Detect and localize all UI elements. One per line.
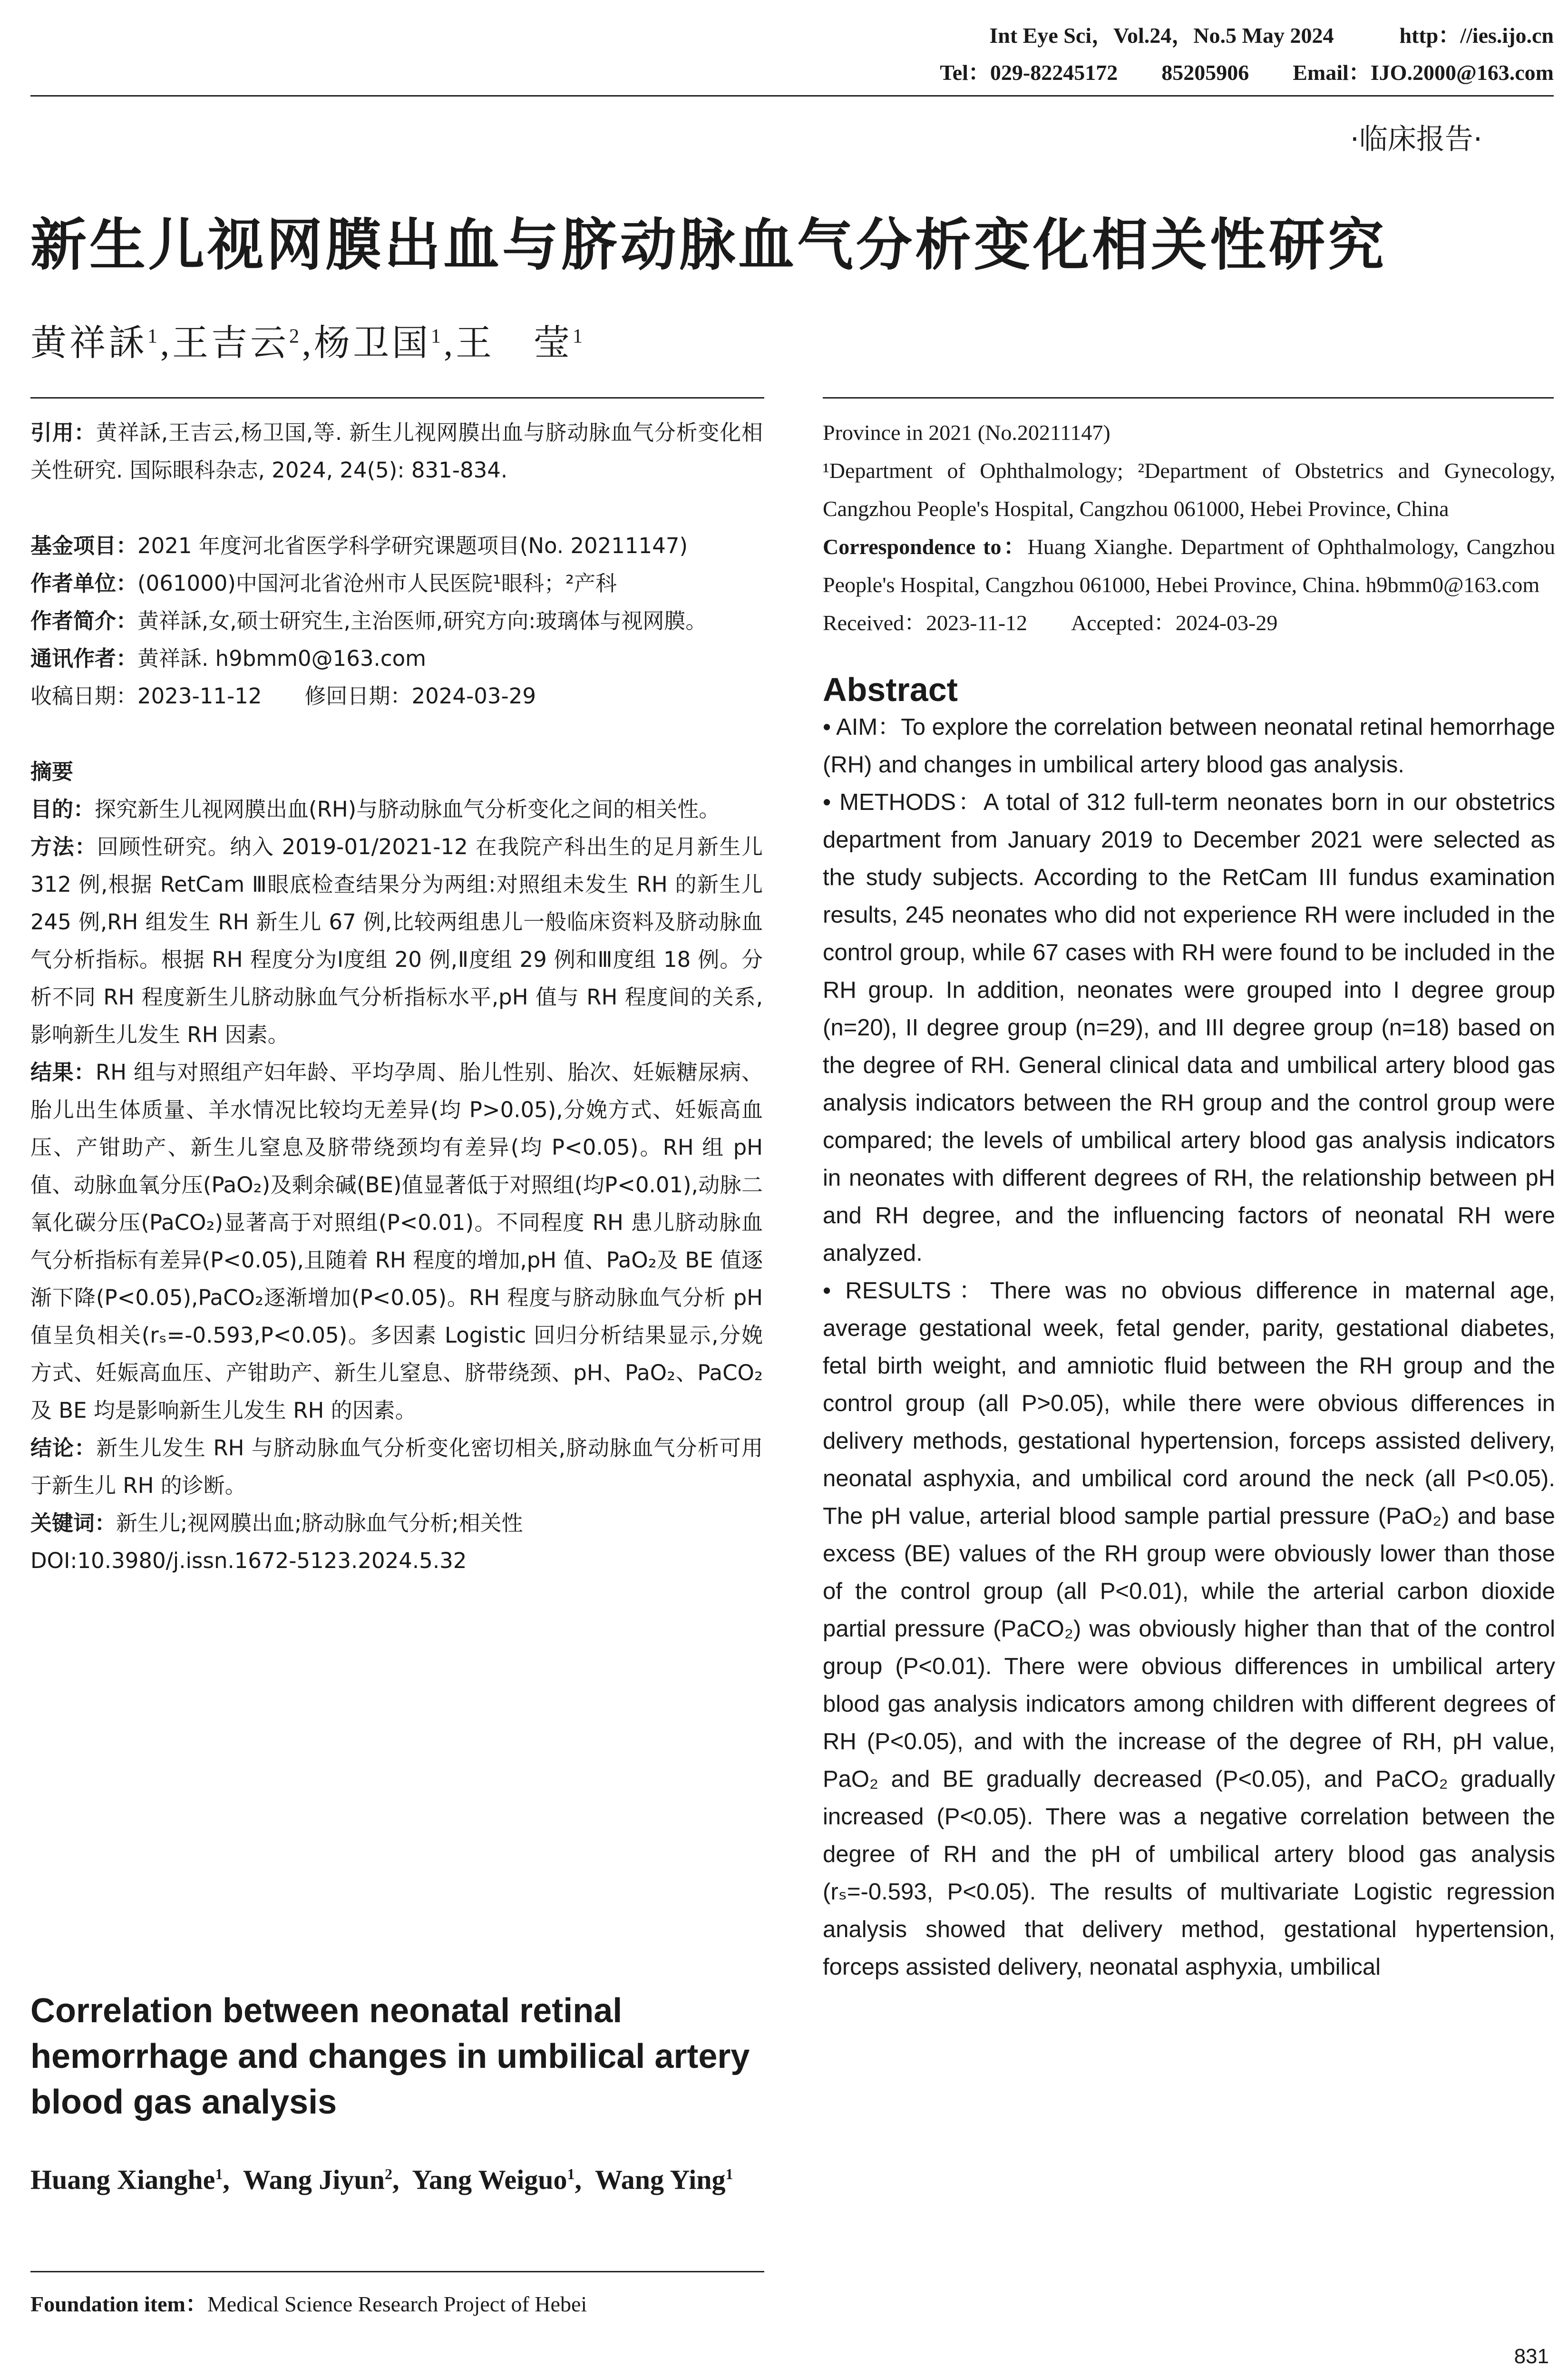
conclusion-text: 新生儿发生 RH 与脐动脉血气分析变化密切相关,脐动脉血气分析可用于新生儿 RH 的诊断。 <box>30 1435 763 1498</box>
en-corr-label: Correspondence to： <box>823 535 1028 559</box>
left-bottom-rule <box>30 2271 764 2272</box>
methods-text: 回顾性研究。纳入 2019-01/2021-12 在我院产科出生的足月新生儿 312 例,根据 RetCam Ⅲ眼底检查结果分为两组:对照组未发生 RH 的新生儿 245 例,RH 组发生 RH 新生儿 67 例,比较两组患儿一般临床资料及脐动脉血气分析指标。根据 RH 程度分为Ⅰ度组 20 例,Ⅱ度组 29 例和Ⅲ度组 18 例。分析不同 RH 程度新生儿脐动脉血气分析指标水平,pH 值与 RH 程度间的关系,影响新生儿发生 RH 因素。 <box>30 834 763 1047</box>
bio-label: 作者简介： <box>30 608 138 633</box>
fund-info <box>30 527 763 565</box>
author-affiliation: 1 <box>147 325 160 348</box>
results-text: RH 组与对照组产妇年龄、平均孕周、胎儿性别、胎次、妊娠糖尿病、胎儿出生体质量、羊水情况比较均无差异(均 P>0.05),分娩方式、妊娠高血压、产钳助产、新生儿窒息及脐带绕颈均有差异(均 P<0.05)。RH 组 pH 值、动脉血氧分压(PaO₂)及剩余碱(BE)值显著低于对照组(均P<0.01),动脉二氧化碳分压(PaCO₂)显著高于对照组(P<0.01)。不同程度 RH 患儿脐动脉血气分析指标有差异(P<0.05),且随着 RH 程度的增加,pH 值、PaO₂及 BE 值逐渐下降(P<0.05),PaCO₂逐渐增加(P<0.05)。RH 程度与脐动脉血气分析 pH 值呈负相关(rₛ=-0.593,P<0.05)。多因素 Logistic 回归分析结果显示,分娩方式、妊娠高血压、产钳助产、新生儿窒息、脐带绕颈、pH、PaO₂、PaCO₂及 BE 均是影响新生儿发生 RH 的因素。 <box>30 1060 763 1423</box>
bio-text: 黄祥訸,女,硕士研究生,主治医师,研究方向:玻璃体与视网膜。 <box>137 608 707 633</box>
cn-abstract-heading: 摘要 <box>30 759 74 784</box>
en-methods-text: A total of 312 full-term neonates born in our obstetrics department from January 2019 to December 2021 were selected as the study subjects. According to the RetCam III fundus examination results, 245 neonates who did not experience RH were included in the control group, while 67 cases with RH were found to be included in the RH group. In addition, neonates were grouped into I degree group (n=20), II degree group (n=29), and III degree group (n=18) based on the degree of RH. General clinical data and umbilical artery blood gas analysis indicators between the RH group and the control group were compared; the levels of umbilical artery blood gas analysis indicators in neonates with different degrees of RH, the relationship between pH and RH degree, and the influencing factors of neonatal RH were analyzed. <box>823 789 1555 1266</box>
unit-label: 作者单位： <box>30 571 138 596</box>
en-title-block <box>30 1988 763 2200</box>
journal-header-line2: Tel：029-82245172 85205906 Email：IJO.2000@163.com <box>940 60 1554 85</box>
keywords-text: 新生儿;视网膜出血;脐动脉血气分析;相关性 <box>116 1510 523 1536</box>
section-tag: ·临床报告· <box>1350 123 1482 156</box>
en-author-aff: 1 <box>215 2165 223 2182</box>
en-abstract-body <box>823 709 1555 1986</box>
author-name: 王 莹 <box>456 323 573 363</box>
en-affiliations: ¹Department of Ophthalmology; ²Department of Obstetrics and Gynecology, Cangzhou People's Hospital, Cangzhou 061000, Hebei Province, China <box>823 458 1555 521</box>
en-results-label: • RESULTS： <box>823 1278 990 1304</box>
keywords-label: 关键词： <box>30 1510 117 1536</box>
fund-label: 基金项目： <box>30 533 138 558</box>
fund-text: 2021 年度河北省医学科学研究课题项目(No. 20211147) <box>137 533 688 558</box>
en-aim-text: To explore the correlation between neonatal retinal hemorrhage (RH) and changes in umbilical artery blood gas analysis. <box>823 714 1555 778</box>
en-aim <box>823 709 1555 784</box>
en-abstract-heading: Abstract <box>823 671 958 708</box>
foundation-text-line1: Medical Science Research Project of Hebei <box>207 2292 587 2316</box>
aim-label: 目的： <box>30 797 95 822</box>
author-list: 黄祥訸$^1$,王吉云$^2$,杨卫国$^1$,王 莹$^1$ <box>30 323 585 363</box>
author-affiliation: 1 <box>573 325 585 348</box>
en-aim-label: • AIM： <box>823 714 901 740</box>
left-column <box>30 414 763 1579</box>
results-label: 结果： <box>30 1060 96 1085</box>
journal-header-line1: Int Eye Sci，Vol.24，No.5 May 2024 http：//ies.ijo.cn <box>989 23 1554 48</box>
paper-title: 新生儿视网膜出血与脐动脉血气分析变化相关性研究 <box>30 212 1387 278</box>
author-name: 王吉云 <box>172 323 289 363</box>
en-author-name: Yang Weiguo <box>412 2164 567 2195</box>
en-author-aff: 1 <box>567 2165 575 2182</box>
citation-label: 引用： <box>30 420 96 445</box>
bio-info <box>30 602 763 640</box>
en-methods-label: • METHODS： <box>823 789 984 815</box>
en-author-name: Huang Xianghe <box>30 2164 215 2195</box>
en-correspondence <box>823 528 1555 604</box>
en-author-aff: 2 <box>385 2165 393 2182</box>
corr-label: 通讯作者： <box>30 646 138 671</box>
cn-aim <box>30 790 763 828</box>
header-rule <box>30 95 1554 97</box>
page-number: 831 <box>1514 2345 1549 2368</box>
citation-text: 黄祥訸,王吉云,杨卫国,等. 新生儿视网膜出血与脐动脉血气分析变化相关性研究. 国际眼科杂志, 2024, 24(5): 831-834. <box>30 420 763 483</box>
corr-text: 黄祥訸. h9bmm0@163.com <box>137 646 426 671</box>
en-title: Correlation between neonatal retinal hemorrhage and changes in umbilical artery blood gas analysis <box>30 1992 750 2121</box>
en-author-name: Wang Jiyun <box>243 2164 385 2195</box>
author-affiliation: 2 <box>289 325 302 348</box>
en-methods <box>823 784 1555 1272</box>
author-affiliation: 1 <box>431 325 444 348</box>
cn-conclusion <box>30 1429 763 1504</box>
left-top-rule <box>30 397 764 399</box>
en-dates: Received：2023-11-12 Accepted：2024-03-29 <box>823 611 1278 635</box>
en-author-list: Huang Xianghe$^1$, Wang Jiyun$^2$, Yang Weiguo$^1$, Wang Ying$^1$ <box>30 2164 733 2195</box>
dates-info: 收稿日期：2023-11-12 修回日期：2024-03-29 <box>30 683 536 709</box>
en-author-aff: 1 <box>725 2165 733 2182</box>
foundation-continued: Province in 2021 (No.20211147) <box>823 420 1110 445</box>
doi: DOI:10.3980/j.issn.1672-5123.2024.5.32 <box>30 1548 467 1573</box>
citation <box>30 414 763 489</box>
en-results-text: There was no obvious difference in maternal age, average gestational week, fetal gender, parity, gestational diabetes, fetal birth weight, and amniotic fluid between the RH group and the control group (all P>0.05), while there were obvious differences in delivery methods, gestational hypertension, forceps assisted delivery, neonatal asphyxia, and umbilical cord around the neck (all P<0.05). The pH value, arterial blood sample partial pressure (PaO₂) and base excess (BE) values of the RH group were obviously lower than those of the control group (all P<0.01), while the arterial carbon dioxide partial pressure (PaCO₂) was obviously higher than that of the control group (P<0.01). There were obvious differences in umbilical artery blood gas analysis indicators among children with different degrees of RH (P<0.05), and with the increase of the degree of RH, pH value, PaO₂ and BE gradually decreased (P<0.05), and PaCO₂ gradually increased (P<0.05). There was a negative correlation between the degree of RH and the pH of umbilical artery blood gas analysis (rₛ=-0.593, P<0.05). The results of multivariate Logistic regression analysis showed that delivery method, gestational hypertension, forceps assisted delivery, neonatal asphyxia, umbilical <box>823 1278 1555 1980</box>
aim-text: 探究新生儿视网膜出血(RH)与脐动脉血气分析变化之间的相关性。 <box>95 797 721 822</box>
corr-info <box>30 640 763 677</box>
conclusion-label: 结论： <box>30 1435 97 1461</box>
foundation-item <box>30 2285 763 2323</box>
right-column <box>823 414 1555 1986</box>
author-name: 杨卫国 <box>314 323 431 363</box>
right-top-rule <box>823 397 1554 399</box>
cn-keywords <box>30 1504 763 1542</box>
cn-methods <box>30 828 763 1053</box>
cn-results <box>30 1053 763 1429</box>
en-author-name: Wang Ying <box>594 2164 726 2195</box>
author-name: 黄祥訸 <box>30 323 147 363</box>
en-results <box>823 1272 1555 1986</box>
unit-info <box>30 565 763 602</box>
unit-text: (061000)中国河北省沧州市人民医院¹眼科；²产科 <box>137 571 617 596</box>
foundation-label: Foundation item： <box>30 2292 207 2316</box>
methods-label: 方法： <box>30 834 97 859</box>
en-corr-text: Huang Xianghe. Department of Ophthalmology, Cangzhou People's Hospital, Cangzhou 061000, Hebei Province, China. h9bmm0@163.com <box>823 535 1555 597</box>
